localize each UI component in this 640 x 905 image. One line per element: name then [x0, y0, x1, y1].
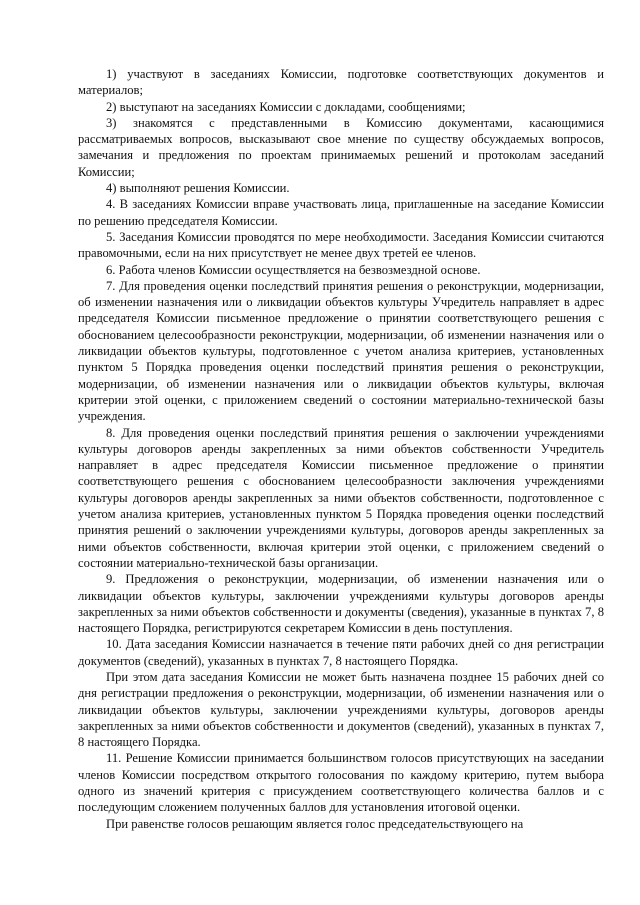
paragraph: 6. Работа членов Комиссии осуществляется на безвозмездной основе.: [106, 262, 481, 277]
paragraph: При этом дата заседания Комиссии не может быть назначена позднее 15 рабочих дней со дня регистрации предложения о реконструкции, модернизации, об изменении назначения или о ликвидации объектов культуры, заключении учреждениями культуры, договоров аренды закрепленных за ними объектов собственности и документов (сведений), указанных в пунктах 7, 8 настоящего Порядка.: [78, 669, 604, 750]
paragraph: 11. Решение Комиссии принимается большинством голосов присутствующих на заседании членов Комиссии посредством открытого голосования по каждому критерию, путем выбора одного из значений критерия с присуждением соответствующего количества баллов и с последующим сложением полученных баллов для установления итоговой оценки.: [78, 751, 604, 815]
paragraph: При равенстве голосов решающим является голос председательствующего на: [106, 816, 524, 831]
paragraph: 9. Предложения о реконструкции, модернизации, об изменении назначения или о ликвидации объектов культуры, заключении учреждениями культуры договоров аренды закрепленных за ними объектов собственности и документы (сведения), указанные в пунктах 7, 8 настоящего Порядка, регистрируются секретарем Комиссии в день поступления.: [78, 572, 604, 636]
paragraph: 5. Заседания Комиссии проводятся по мере необходимости. Заседания Комиссии считаются правомочными, если на них присутствует не менее двух третей ее членов.: [78, 229, 604, 261]
paragraph: 3) знакомятся с представленными в Комиссию документами, касающимися рассматриваемых вопросов, высказывают свое мнение по существу обсуждаемых вопросов, замечания и предложения по проектам принимаемых решений и протоколам заседаний Комиссии;: [78, 115, 604, 179]
paragraph: 2) выступают на заседаниях Комиссии с докладами, сообщениями;: [106, 99, 466, 114]
paragraph: 1) участвуют в заседаниях Комиссии, подготовке соответствующих документов и материалов;: [78, 67, 604, 98]
paragraph: 7. Для проведения оценки последствий принятия решения о реконструкции, модернизации, об изменении назначения или о ликвидации объектов культуры Учредитель направляет в адрес председателя Комиссии письменное предложение о принятии соответствующего решения с обоснованием целесообразности реконструкции, модернизации, об изменении назначения или о ликвидации объектов культуры, подготовленное с учетом анализа критериев, установленных пунктом 5 Порядка проведения оценки последствий принятия решения о реконструкции, модернизации, об изменении назначения или о ликвидации объектов культуры, включая критерии этой оценки, с приложением сведений о состоянии материально-технической базы учреждения.: [78, 278, 604, 424]
paragraph: 4. В заседаниях Комиссии вправе участвовать лица, приглашенные на заседание Комиссии по решению председателя Комиссии.: [78, 197, 604, 228]
document-page: [78, 66, 604, 832]
paragraph: 10. Дата заседания Комиссии назначается в течение пяти рабочих дней со дня регистрации документов (сведений), указанных в пунктах 7, 8 настоящего Порядка.: [78, 637, 604, 668]
paragraph: 8. Для проведения оценки последствий принятия решения о заключении учреждениями культуры договоров аренды закрепленных за ними объектов собственности Учредитель направляет в адрес председателя Комиссии письменное предложение о принятии соответствующего решения с обоснованием целесообразности заключения учреждениями культуры договоров аренды закрепленных за ними объектов собственности, подготовленное с учетом анализа критериев, установленных пунктом 5 Порядка проведения оценки последствий принятия решений о заключении учреждениями культуры, договоров аренды закрепленных за ними объектов собственности, включая критерии этой оценки, с приложением сведений о состоянии материально-технической базы организации.: [78, 425, 604, 570]
paragraph: 4) выполняют решения Комиссии.: [106, 181, 290, 196]
